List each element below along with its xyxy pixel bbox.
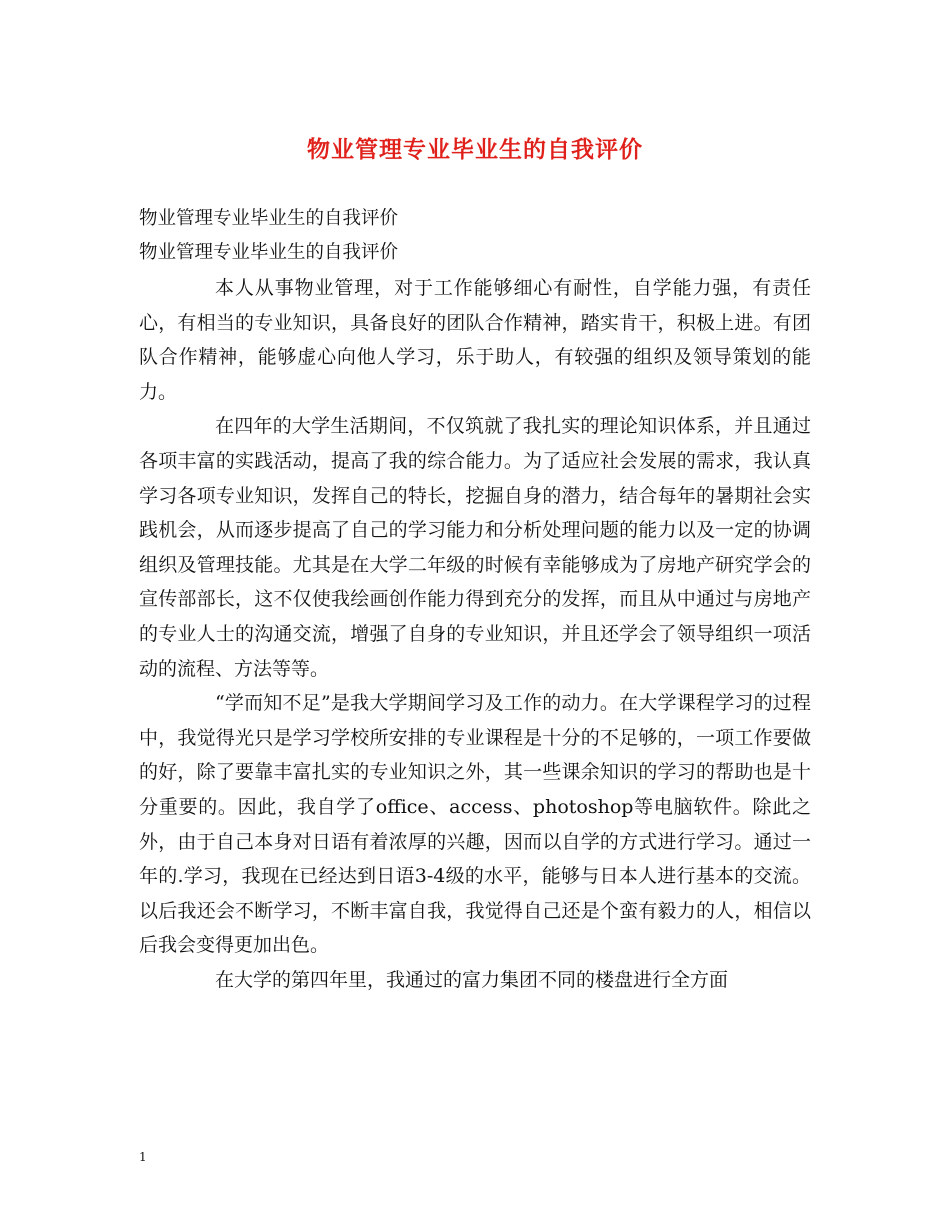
document-title: 物业管理专业毕业生的自我评价 (307, 137, 643, 163)
document-body (139, 271, 811, 997)
paragraph: “学而知不足”是我大学期间学习及工作的动力。在大学课程学习的过程中，我觉得光只是学习学校所安排的专业课程是十分的不足够的，一项工作要做的好，除了要靠丰富扎实的专业知识之外，其一些课余知识的学习的帮助也是十分重要的。因此，我自学了office、access、photoshop等电脑软件。除此之外，由于自己本身对日语有着浓厚的兴趣，因而以自学的方式进行学习。通过一年的.学习，我现在已经达到日语3-4级的水平，能够与日本人进行基本的交流。以后我还会不断学习，不断丰富自我，我觉得自己还是个蛮有毅力的人，相信以后我会变得更加出色。 (139, 692, 811, 957)
paragraph: 本人从事物业管理，对于工作能够细心有耐性，自学能力强，有责任心，有相当的专业知识，具备良好的团队合作精神，踏实肯干，积极上进。有团队合作精神，能够虚心向他人学习，乐于助人，有较强的组织及领导策划的能力。 (139, 277, 811, 403)
page-number: 1 (139, 1150, 147, 1164)
paragraph: 在四年的大学生活期间，不仅筑就了我扎实的理论知识体系，并且通过各项丰富的实践活动，提高了我的综合能力。为了适应社会发展的需求，我认真学习各项专业知识，发挥自己的特长，挖掘自身的潜力，结合每年的暑期社会实践机会，从而逐步提高了自己的学习能力和分析处理问题的能力以及一定的协调组织及管理技能。尤其是在大学二年级的时候有幸能够成为了房地产研究学会的宣传部部长，这不仅使我绘画创作能力得到充分的发挥，而且从中通过与房地产的专业人士的沟通交流，增强了自身的专业知识，并且还学会了领导组织一项活动的流程、方法等等。 (139, 415, 811, 680)
subtitle-line-2: 物业管理专业毕业生的自我评价 (139, 242, 399, 263)
subtitle-line-1: 物业管理专业毕业生的自我评价 (139, 208, 399, 229)
paragraph: 在大学的第四年里，我通过的富力集团不同的楼盘进行全方面 (215, 968, 729, 991)
